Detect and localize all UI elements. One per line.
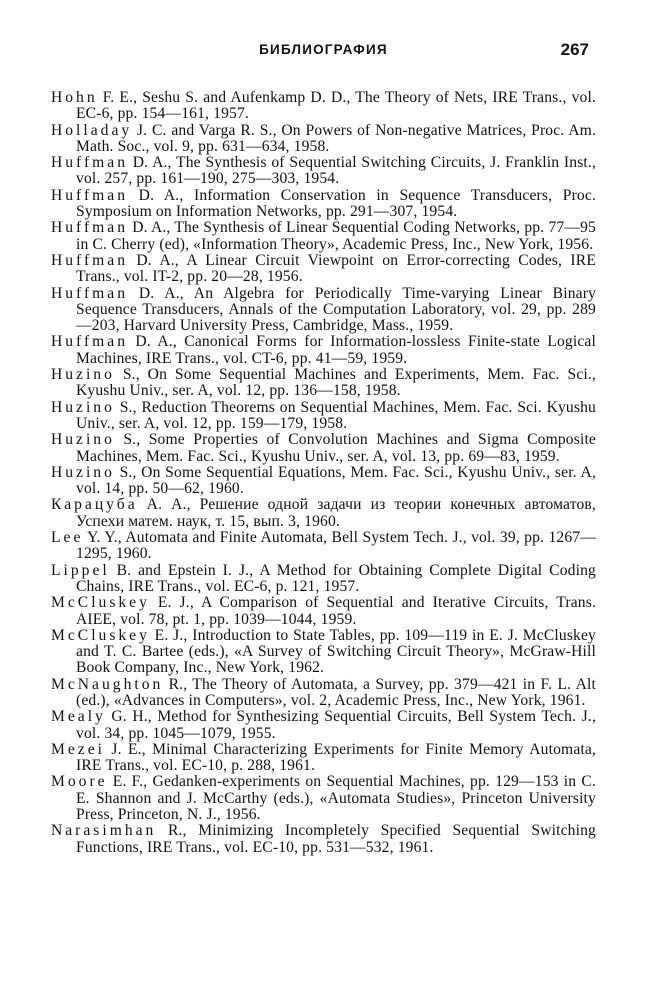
entry-details: D. A., Canonical Forms for Information-lossless Finite-state Logical Machines, IRE Trans., vol. CT-6, pp. 41—59, 1959. (76, 333, 596, 367)
entry-details: А. А., Решение одной задачи из теории конечных автоматов, Успехи матем. наук, т. 15, вып. 3, 1960. (76, 496, 596, 530)
entry-author: Hohn (51, 89, 98, 106)
bibliography-entry (51, 823, 596, 856)
entry-author: Huffman (51, 219, 129, 237)
entry-details: E. J., A Comparison of Sequential and Iterative Circuits, Trans. AIEE, vol. 78, pt. 1, pp. 1039—1044, 1959. (76, 594, 596, 628)
entry-details: S., Reduction Theorems on Sequential Machines, Mem. Fac. Sci. Kyushu Univ., ser. A, vol. 12, pp. 159—179, 1958. (76, 398, 596, 432)
bibliography-entry (51, 563, 596, 596)
entry-author: Narasimhan (51, 822, 157, 840)
entry-details: R., Minimizing Incompletely Specified Sequential Switching Functions, IRE Trans., vol. EC-10, pp. 531—532, 1961. (76, 822, 596, 856)
entry-author: Huzino (51, 431, 115, 449)
bibliography-list (51, 90, 596, 856)
entry-author: Lee (51, 529, 84, 547)
entry-author: Huzino (51, 398, 115, 416)
bibliography-entry (51, 497, 596, 530)
bibliography-entry (51, 774, 596, 823)
bibliography-entry (51, 465, 596, 498)
bibliography-entry (51, 90, 596, 123)
entry-details: S., On Some Sequential Equations, Mem. Fac. Sci., Kyushu Univ., ser. A, vol. 14, pp. 50—62, 1960. (76, 463, 596, 498)
entry-author: Holladay (51, 121, 133, 139)
bibliography-entry (51, 432, 596, 465)
bibliography-entry (51, 530, 596, 563)
entry-author: Moore (51, 773, 108, 791)
bibliography-entry (51, 188, 596, 221)
entry-details: E. J., Introduction to State Tables, pp. 109—119 in E. J. McCluskey and T. C. Bartee (eds.), «A Survey of Switching Circuit Theory», McGraw-Hill Book Company, Inc., New York, 1962. (76, 626, 596, 677)
entry-author: McNaughton (51, 675, 164, 693)
bibliography-entry (51, 709, 596, 742)
entry-details: J. E., Minimal Characterizing Experiments for Finite Memory Automata, IRE Trans., vol. EC-10, p. 288, 1961. (76, 740, 596, 775)
bibliography-entry (51, 220, 596, 253)
entry-details: Y. Y., Automata and Finite Automata, Bell System Tech. J., vol. 39, pp. 1267—1295, 1960. (76, 529, 596, 563)
entry-details: J. C. and Varga R. S., On Powers of Non-negative Matrices, Proc. Am. Math. Soc., vol. 9, pp. 631—634, 1958. (76, 121, 596, 155)
entry-details: F. E., Seshu S. and Aufenkamp D. D., The Theory of Nets, IRE Trans., vol. EC-6, pp. 154—161, 1957. (76, 89, 596, 123)
entry-author: McCluskey (51, 626, 150, 644)
entry-details: D. A., A Linear Circuit Viewpoint on Error-correcting Codes, IRE Trans., vol. IT-2, pp. 20—28, 1956. (76, 251, 596, 286)
bibliography-entry (51, 367, 596, 400)
bibliography-entry (51, 400, 596, 433)
bibliography-entry (51, 677, 596, 710)
page-number: 267 (560, 40, 589, 59)
entry-details: D. A., The Synthesis of Linear Sequential Coding Networks, pp. 77—95 in C. Cherry (ed), «Information Theory», Academic Press, Inc., New York, 1956. (76, 219, 596, 253)
running-title: БИБЛИОГРАФИЯ (259, 42, 388, 57)
entry-details: E. F., Gedanken-experiments on Sequential Machines, pp. 129—153 in C. E. Shannon and J. McCarthy (eds.), «Automata Studies», Princeton University Press, Princeton, N. J., 1956. (76, 773, 596, 824)
bibliography-entry (51, 742, 596, 775)
entry-author: Huffman (51, 284, 129, 302)
entry-details: R., The Theory of Automata, a Survey, pp. 379—421 in F. L. Alt (ed.), «Advances in Computers», vol. 2, Academic Press, Inc., New York, 1961. (76, 675, 596, 709)
entry-author: Mealy (51, 708, 106, 726)
entry-details: B. and Epstein I. J., A Method for Obtaining Complete Digital Coding Chains, IRE Trans., vol. EC-6, p. 121, 1957. (76, 561, 596, 595)
entry-author: Huffman (51, 333, 129, 351)
entry-author: Huffman (51, 186, 129, 204)
entry-author: Huzino (51, 366, 115, 384)
bibliography-entry (51, 253, 596, 286)
entry-author: Mezei (51, 740, 105, 758)
entry-author: Huffman (51, 251, 129, 269)
entry-details: G. H., Method for Synthesizing Sequential Circuits, Bell System Tech. J., vol. 34, pp. 1045—1079, 1955. (76, 708, 596, 742)
bibliography-entry (51, 628, 596, 677)
entry-details: D. A., Information Conservation in Sequence Transducers, Proc. Symposium on Information Networks, pp. 291—307, 1954. (76, 186, 596, 221)
entry-author: Huzino (51, 463, 115, 481)
bibliography-entry (51, 286, 596, 335)
entry-author: Huffman (51, 154, 129, 172)
entry-author: McCluskey (51, 594, 150, 612)
entry-details: D. A., The Synthesis of Sequential Switching Circuits, J. Franklin Inst., vol. 257, pp. 161—190, 275—303, 1954. (76, 154, 596, 188)
bibliography-entry (51, 334, 596, 367)
entry-details: D. A., An Algebra for Periodically Time-varying Linear Binary Sequence Transducers, Annals of the Computation Laboratory, vol. 29, pp. 289—203, Harvard University Press, Cambridge, Mass., 1959. (76, 284, 596, 335)
entry-author: Lippel (51, 561, 110, 579)
bibliography-entry (51, 123, 596, 156)
entry-details: S., On Some Sequential Machines and Experiments, Mem. Fac. Sci., Kyushu Univ., ser. A, vol. 12, pp. 136—158, 1958. (76, 366, 596, 400)
entry-details: S., Some Properties of Convolution Machines and Sigma Composite Machines, Mem. Fac. Sci., Kyushu Univ., ser. A, vol. 13, pp. 69—83, 1959. (76, 431, 596, 465)
entry-author: Карацуба (51, 496, 138, 514)
bibliography-entry (51, 595, 596, 628)
bibliography-entry (51, 155, 596, 188)
page-header (52, 40, 595, 64)
